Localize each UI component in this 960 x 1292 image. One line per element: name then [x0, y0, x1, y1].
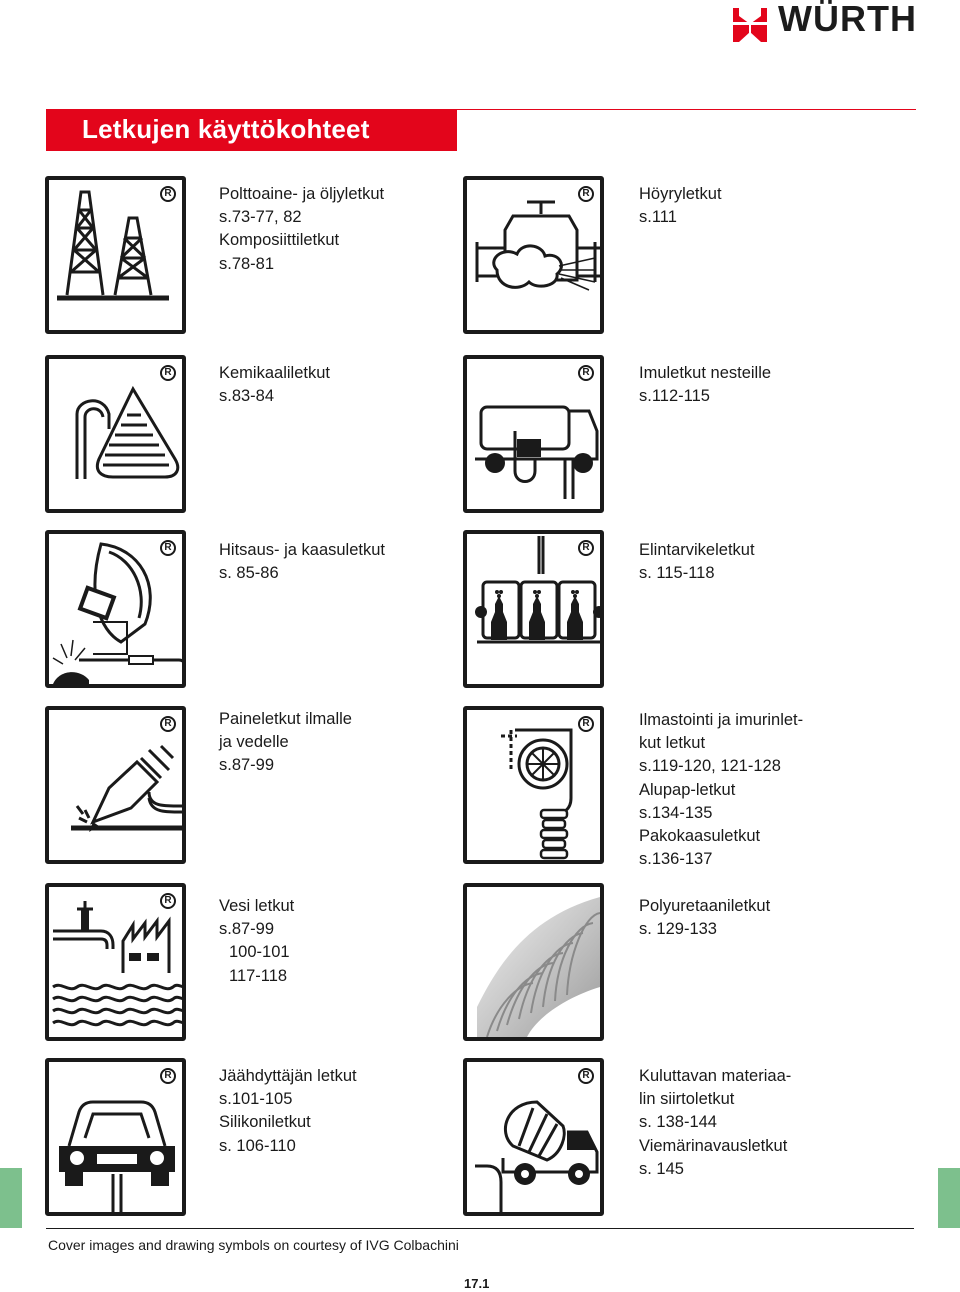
desc-pressure: [219, 708, 352, 778]
desc-line: s. 85-86: [219, 564, 279, 583]
desc-line: Polttoaine- ja öljyletkut: [219, 185, 385, 203]
icon-tile-water: [45, 883, 186, 1041]
desc-line: Kemikaaliletkut: [219, 364, 330, 382]
icon-tile-food: [463, 530, 604, 688]
icon-tile-chemical: [45, 355, 186, 513]
desc-line: Hitsaus- ja kaasuletkut: [219, 541, 385, 559]
icon-tile-welding: [45, 530, 186, 688]
desc-line: kut letkut: [639, 734, 706, 753]
desc-line: Kuluttavan materiaa-: [639, 1067, 792, 1085]
desc-steam: [639, 183, 722, 229]
page-number: 17.1: [464, 1276, 490, 1291]
desc-line: s.134-135: [639, 803, 713, 822]
desc-line: s.78-81: [219, 254, 275, 273]
welding-mask-icon: [49, 534, 182, 684]
registered-mark-icon: R: [578, 1068, 594, 1084]
icon-tile-radiator: [45, 1058, 186, 1216]
registered-mark-icon: R: [578, 186, 594, 202]
desc-line: Viemärinavausletkut: [639, 1136, 788, 1155]
registered-mark-icon: R: [160, 716, 176, 732]
footer-rule: [46, 1228, 914, 1229]
blower-fan-icon: [467, 710, 600, 860]
desc-line: Silikoniletkut: [219, 1113, 311, 1132]
air-nozzle-icon: [49, 710, 182, 860]
desc-line: s.136-137: [639, 850, 713, 869]
left-green-tab: [0, 1168, 22, 1228]
desc-line: s.87-99: [219, 756, 275, 775]
registered-mark-icon: R: [578, 365, 594, 381]
steam-valve-icon: [467, 180, 600, 330]
car-radiator-icon: [49, 1062, 182, 1212]
desc-line: Alupap-letkut: [639, 780, 736, 799]
registered-mark-icon: R: [160, 540, 176, 556]
page-title: Letkujen käyttökohteet: [82, 114, 370, 144]
desc-polyurethane: [639, 895, 770, 941]
icon-tile-fuel: [45, 176, 186, 334]
desc-line: Vesi letkut: [219, 897, 295, 915]
desc-chemical: [219, 362, 330, 408]
registered-mark-icon: R: [160, 1068, 176, 1084]
desc-line: s.112-115: [639, 387, 710, 406]
desc-line: Ilmastointi ja imurinlet-: [639, 711, 804, 729]
desc-welding: [219, 539, 385, 585]
water-tap-icon: [49, 887, 182, 1037]
desc-line: Jäähdyttäjän letkut: [219, 1067, 357, 1085]
desc-line: Komposiittiletkut: [219, 231, 340, 250]
desc-line: s. 145: [639, 1159, 684, 1178]
desc-radiator: [219, 1065, 357, 1158]
desc-line: Elintarvikeletkut: [639, 541, 755, 559]
registered-mark-icon: R: [160, 186, 176, 202]
icon-tile-suction: [463, 355, 604, 513]
brand-name: WÜRTH: [778, 0, 917, 39]
spiral-hose-icon: [467, 887, 600, 1037]
tanker-truck-icon: [467, 359, 600, 509]
desc-line: s.101-105: [219, 1090, 293, 1109]
desc-line: 100-101: [229, 943, 290, 962]
icon-tile-polyurethane: [463, 883, 604, 1041]
desc-line: s. 106-110: [219, 1136, 296, 1155]
right-green-tab: [938, 1168, 960, 1228]
cement-mixer-icon: [467, 1062, 600, 1212]
desc-water: [219, 895, 294, 988]
desc-line: s.73-77, 82: [219, 208, 302, 227]
desc-line: s. 129-133: [639, 920, 717, 939]
desc-ventilation: [639, 709, 803, 871]
chemical-container-icon: [49, 359, 182, 509]
desc-line: s.111: [639, 208, 677, 227]
registered-mark-icon: R: [578, 540, 594, 556]
desc-line: Höyryletkut: [639, 185, 722, 203]
bottling-line-icon: [467, 534, 600, 684]
desc-suction: [639, 362, 771, 408]
oil-derrick-icon: [49, 180, 182, 330]
desc-food: [639, 539, 755, 585]
desc-line: Polyuretaaniletkut: [639, 897, 771, 915]
desc-line: s.87-99: [219, 920, 275, 939]
registered-mark-icon: R: [160, 365, 176, 381]
title-rule: [457, 109, 916, 110]
footer-credit: Cover images and drawing symbols on courtesy of IVG Colbachini: [48, 1237, 459, 1253]
icon-tile-pressure: [45, 706, 186, 864]
icon-tile-abrasive: [463, 1058, 604, 1216]
desc-fuel: [219, 183, 384, 276]
desc-line: s.119-120, 121-128: [639, 757, 781, 776]
desc-line: Imuletkut nesteille: [639, 364, 772, 382]
icon-tile-ventilation: [463, 706, 604, 864]
desc-line: lin siirtoletkut: [639, 1090, 735, 1109]
desc-line: ja vedelle: [219, 733, 289, 752]
desc-line: s. 138-144: [639, 1113, 717, 1132]
desc-abrasive: [639, 1065, 791, 1181]
desc-line: Paineletkut ilmalle: [219, 710, 352, 728]
desc-line: Pakokaasuletkut: [639, 827, 761, 846]
desc-line: 117-118: [229, 966, 288, 985]
registered-mark-icon: R: [160, 893, 176, 909]
registered-mark-icon: R: [578, 716, 594, 732]
desc-line: s. 115-118: [639, 564, 715, 583]
desc-line: s.83-84: [219, 387, 275, 406]
icon-tile-steam: [463, 176, 604, 334]
